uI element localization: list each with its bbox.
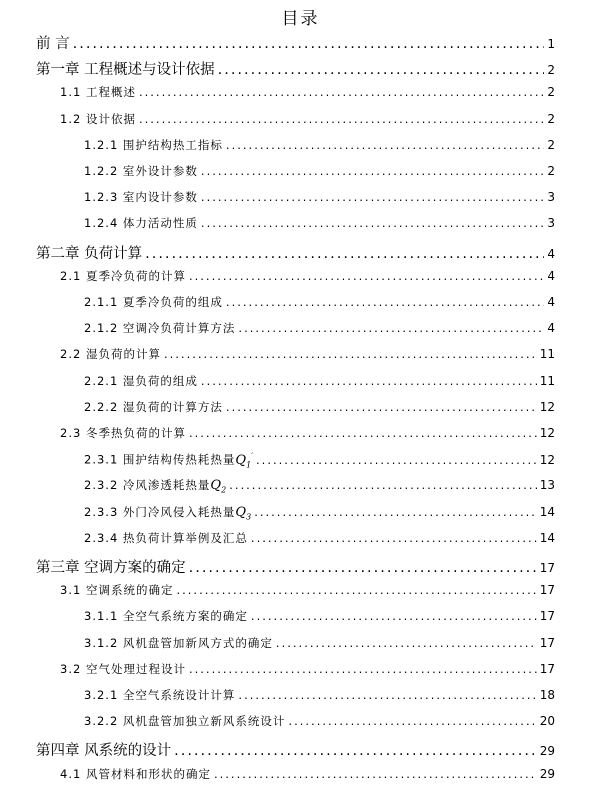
toc-subsection-row[interactable] — [84, 687, 555, 709]
toc-entry-label: 第二章 负荷计算 — [36, 245, 143, 262]
toc-chapter-row[interactable] — [36, 32, 555, 54]
toc-entry-text — [84, 608, 248, 624]
toc-entry-text — [84, 320, 235, 336]
toc-page-number: 4 — [547, 295, 555, 309]
toc-chapter-row[interactable] — [36, 556, 555, 578]
toc-entry-text — [84, 687, 235, 703]
toc-entry-text — [84, 163, 198, 179]
toc-entry-text — [60, 425, 186, 441]
toc-entry-label: 2.3.2 冷风渗透耗热量 — [84, 478, 211, 493]
toc-dot-leader — [201, 374, 537, 388]
toc-dot-leader — [229, 478, 537, 492]
toc-subsection-row[interactable] — [84, 294, 555, 316]
toc-entry-text — [84, 294, 223, 310]
toc-entry-label: 2.3 冬季热负荷的计算 — [60, 426, 186, 440]
toc-dot-leader — [254, 505, 537, 519]
toc-dot-leader — [201, 164, 544, 178]
toc-entry-label: 3.1.1 全空气系统方案的确定 — [84, 609, 248, 624]
toc-page-number: 3 — [547, 190, 555, 205]
toc-entry-label: 1.2.2 室外设计参数 — [84, 164, 198, 178]
toc-entry-label: 1.1 工程概述 — [60, 85, 136, 100]
toc-dot-leader — [189, 662, 537, 676]
toc-entry-formula — [210, 478, 226, 493]
toc-dot-leader — [139, 112, 544, 126]
toc-entry-text — [60, 346, 161, 362]
toc-chapter-row[interactable] — [36, 242, 555, 264]
toc-subsection-row[interactable] — [84, 451, 555, 473]
toc-page-number: 1 — [547, 37, 555, 51]
toc-section-row[interactable] — [60, 425, 555, 447]
toc-dot-leader — [238, 321, 544, 335]
toc-entry-label: 2.2.2 湿负荷的计算方法 — [84, 399, 223, 414]
toc-page-number: 20 — [539, 714, 555, 729]
toc-dot-leader — [251, 531, 537, 545]
toc-page-number: 4 — [547, 321, 555, 336]
toc-entry-text — [84, 504, 251, 522]
toc-entry-label: 2.3.1 围护结构传热耗热量 — [84, 452, 236, 467]
toc-entry-label: 2.1.2 空调冷负荷计算方法 — [84, 321, 236, 336]
toc-page-number: 17 — [539, 561, 555, 575]
toc-entry-label: 第三章 空调方案的确定 — [36, 560, 186, 576]
formula-subscript: 2 — [221, 485, 227, 495]
toc-entry-label: 3.2.2 风机盘管加独立新风系统设计 — [84, 714, 286, 729]
toc-dot-leader — [256, 453, 537, 467]
toc-entry-text — [36, 242, 142, 263]
toc-subsection-row[interactable] — [84, 635, 555, 657]
toc-entry-label: 2.1 夏季冷负荷的计算 — [60, 268, 186, 283]
toc-entry-label: 3.1 空调系统的确定 — [60, 583, 174, 598]
toc-entry-text — [84, 399, 223, 415]
toc-page-number: 3 — [547, 216, 555, 231]
toc-page-number: 11 — [539, 373, 555, 388]
toc-subsection-row[interactable] — [84, 189, 555, 211]
toc-entry-label: 第一章 工程概述与设计依据 — [36, 62, 215, 79]
toc-section-row[interactable] — [60, 582, 555, 604]
toc-entry-label: 3.1.2 风机盘管加新风方式的确定 — [84, 635, 273, 650]
toc-dot-leader — [226, 295, 544, 309]
toc-dot-leader — [189, 269, 544, 283]
toc-entry-label: 2.1.1 夏季冷负荷的组成 — [84, 295, 223, 309]
toc-entry-formula — [235, 505, 251, 520]
toc-page-number: 17 — [539, 583, 555, 598]
toc-page-number: 12 — [539, 426, 555, 440]
toc-page-number: 12 — [539, 399, 555, 414]
toc-entry-label: 3.2 空气处理过程设计 — [60, 661, 186, 676]
toc-page-number: 4 — [547, 268, 555, 283]
toc-dot-leader — [251, 609, 537, 623]
toc-dot-leader — [201, 216, 544, 230]
toc-page-number: 29 — [539, 744, 555, 759]
toc-entry-text — [84, 215, 198, 231]
toc-dot-leader — [164, 347, 537, 361]
toc-page-number: 2 — [547, 164, 555, 178]
toc-subsection-row[interactable] — [84, 504, 555, 526]
toc-subsection-row[interactable] — [84, 137, 555, 159]
toc-entry-text — [60, 111, 136, 127]
formula-symbol: Q — [210, 478, 222, 494]
toc-entry-text — [36, 32, 70, 53]
formula-symbol: Q — [235, 504, 247, 520]
toc-dot-leader — [226, 138, 544, 152]
toc-entry-text — [84, 189, 198, 205]
toc-entry-label: 1.2 设计依据 — [60, 111, 136, 126]
toc-page-number: 17 — [539, 635, 555, 650]
toc-dot-leader — [73, 36, 545, 52]
toc-subsection-row[interactable] — [84, 713, 555, 735]
toc-entry-label: 1.2.3 室内设计参数 — [84, 190, 198, 205]
toc-section-row[interactable] — [60, 84, 555, 106]
toc-title: 目录 — [281, 9, 320, 29]
toc-entry-label: 2.3.3 外门冷风侵入耗热量 — [84, 504, 236, 519]
toc-dot-leader — [145, 246, 544, 262]
toc-dot-leader — [214, 767, 537, 781]
toc-dot-leader — [218, 62, 545, 78]
toc-dot-leader — [226, 400, 537, 414]
toc-page-number: 2 — [547, 63, 555, 78]
toc-entry-label: 前 言 — [36, 36, 70, 52]
formula-subscript: 1 — [246, 460, 252, 470]
toc-entry-text — [84, 530, 248, 546]
toc-entry-text — [60, 661, 186, 677]
toc-entry-text — [84, 635, 273, 651]
toc-section-row[interactable] — [60, 766, 555, 788]
toc-entry-label: 2.2.1 湿负荷的组成 — [84, 373, 198, 388]
toc-entry-text — [60, 268, 186, 284]
toc-entry-text — [60, 84, 136, 100]
toc-dot-leader — [174, 743, 537, 759]
toc-entry-label: 2.2 湿负荷的计算 — [60, 347, 161, 362]
toc-dot-leader — [189, 560, 537, 576]
toc-page-number: 17 — [539, 661, 555, 676]
toc-page-number: 18 — [539, 688, 555, 702]
toc-dot-leader — [176, 583, 536, 597]
toc-subsection-row[interactable] — [84, 163, 555, 185]
toc-entry-label: 3.2.1 全空气系统设计计算 — [84, 688, 236, 702]
toc-subsection-row[interactable] — [84, 320, 555, 342]
toc-chapter-row[interactable] — [36, 739, 555, 761]
toc-entry-label: 2.3.4 热负荷计算举例及汇总 — [84, 530, 248, 545]
formula-symbol: Q — [235, 452, 247, 468]
toc-chapter-row[interactable] — [36, 58, 555, 80]
toc-section-row[interactable] — [60, 661, 555, 683]
toc-entry-text — [36, 58, 215, 79]
toc-entry-text — [84, 373, 198, 389]
toc-subsection-row[interactable] — [84, 215, 555, 237]
toc-page-number: 11 — [539, 347, 555, 362]
toc-entry-text — [84, 477, 226, 495]
toc-entry-text — [60, 766, 211, 782]
toc-subsection-row[interactable] — [84, 477, 555, 499]
toc-entry-label: 1.2.4 体力活动性质 — [84, 216, 198, 231]
toc-page-number: 2 — [547, 85, 555, 100]
toc-entry-text — [84, 713, 285, 729]
toc-entry-label: 第四章 风系统的设计 — [36, 743, 172, 760]
toc-entry-label: 4.1 风管材料和形状的确定 — [60, 766, 211, 781]
formula-superscript: ′ — [251, 451, 254, 461]
toc-entry-text — [60, 582, 173, 598]
toc-section-row[interactable] — [60, 346, 555, 368]
toc-page-number: 13 — [539, 478, 555, 493]
formula-subscript: 3 — [246, 512, 252, 522]
toc-dot-leader — [189, 426, 537, 440]
toc-entry-text — [36, 739, 171, 760]
toc-page-number: 2 — [547, 137, 555, 152]
toc-subsection-row[interactable] — [84, 373, 555, 395]
toc-section-row[interactable] — [60, 111, 555, 133]
toc-page-number: 2 — [547, 111, 555, 126]
toc-subsection-row[interactable] — [84, 399, 555, 421]
toc-dot-leader — [139, 85, 544, 99]
toc-page-number: 14 — [539, 504, 555, 519]
toc-dot-leader — [288, 714, 536, 728]
toc-entry-label: 1.2.1 围护结构热工指标 — [84, 137, 223, 152]
toc-entry-formula — [235, 453, 253, 468]
toc-page-number: 14 — [539, 530, 555, 545]
toc-subsection-row[interactable] — [84, 608, 555, 630]
toc-entry-text — [84, 451, 253, 469]
toc-page-number: 12 — [539, 452, 555, 467]
toc-subsection-row[interactable] — [84, 530, 555, 552]
toc-dot-leader — [276, 636, 537, 650]
toc-entry-text — [84, 137, 223, 153]
toc-section-row[interactable] — [60, 268, 555, 290]
toc-page-number: 4 — [547, 246, 555, 261]
toc-page-number: 17 — [539, 609, 555, 624]
toc-page-number: 29 — [539, 766, 555, 781]
toc-dot-leader — [201, 190, 544, 204]
toc-dot-leader — [238, 688, 536, 702]
toc-entry-text — [36, 556, 186, 577]
